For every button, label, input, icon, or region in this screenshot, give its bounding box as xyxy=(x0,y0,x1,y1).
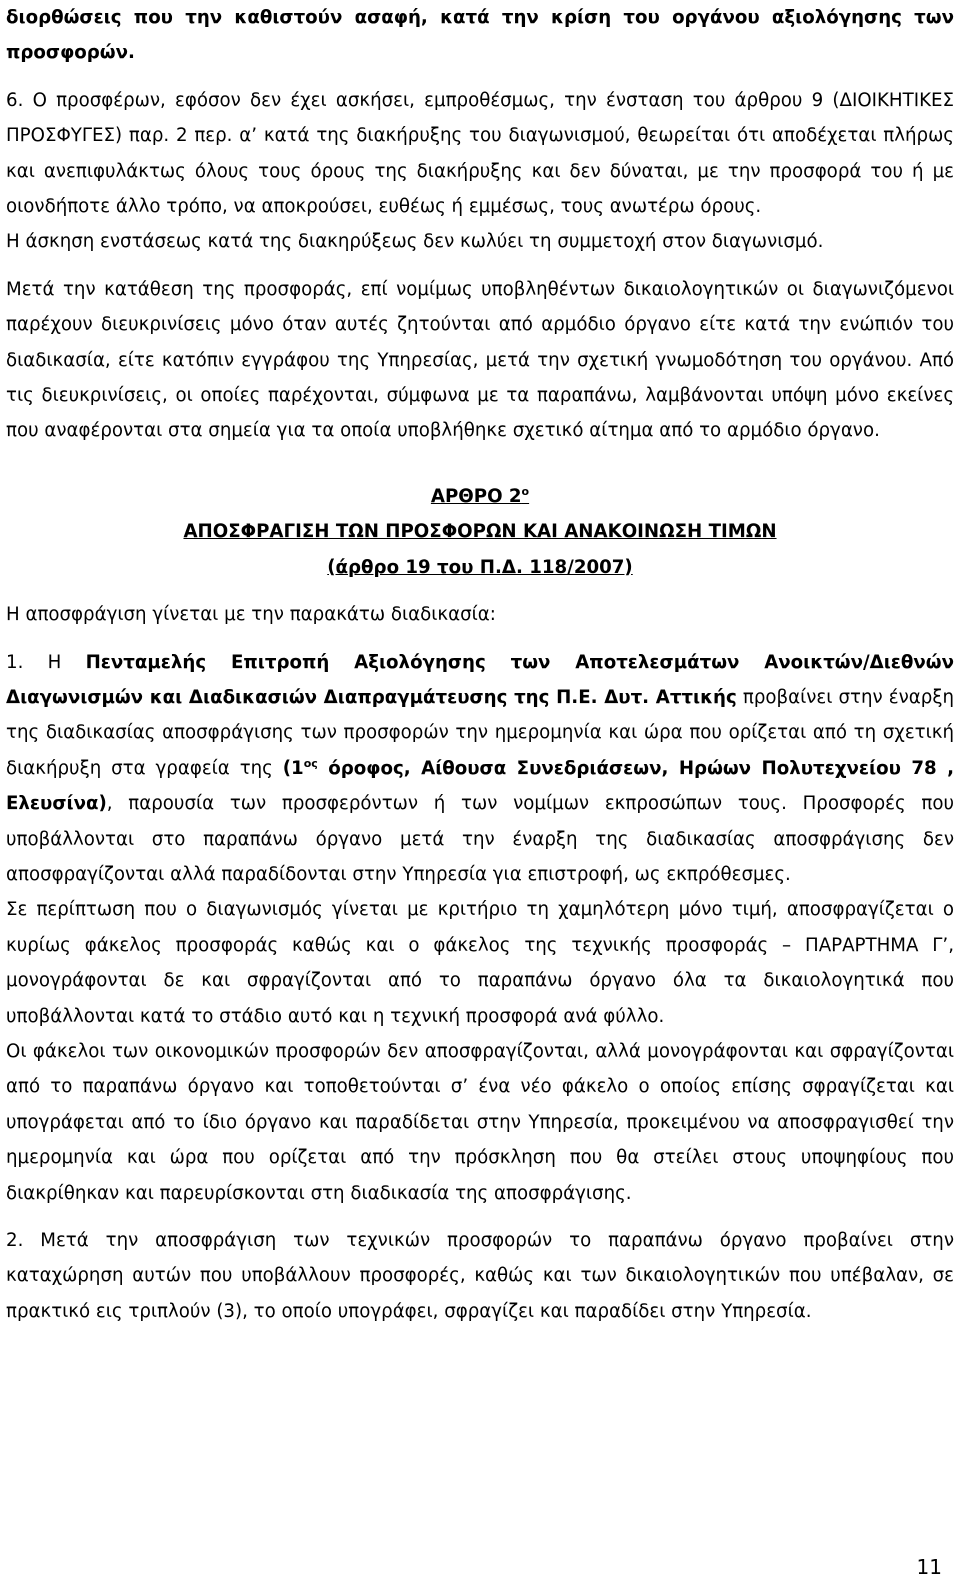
procedure-intro: Η αποσφράγιση γίνεται με την παρακάτω διαδικασία: xyxy=(6,604,496,626)
item-1-paragraph: 1. Η Πενταμελής Επιτροπή Αξιολόγησης των Αποτελεσμάτων Ανοικτών/Διεθνών Διαγωνισμών και Διαδικασιών Διαπραγμάτευσης της Π.Ε. Δυτ. Αττικής προβαίνει στην έναρξη της διαδικασίας αποσφράγισης των προσφορών την ημερομηνία και ώρα που ορίζεται από τη σχετική διακήρυξη στα γραφεία της ($1^{o\varsigma}$ όροφος, Αίθουσα Συνεδριάσεων, Ηρώων Πολυτεχνείου 78 , Ελευσίνα), παρουσία των προσφερόντων ή των νομίμων εκπροσώπων τους. Προσφορές που υποβάλλονται στο παραπάνω όργανο μετά την έναρξη της διαδικασίας αποσφράγισης δεν αποσφραγίζονται αλλά παραδίδονται στην Υπηρεσία για επιστροφή, ως εκπρόθεσμες. xyxy=(6,651,955,885)
intro-text: διορθώσεις που την καθιστούν ασαφή, κατά την κρίση του οργάνου αξιολόγησης των προσφορών. xyxy=(6,7,954,64)
item-2-paragraph: 2. Μετά την αποσφράγιση των τεχνικών προσφορών το παραπάνω όργανο προβαίνει στην καταχώρηση αυτών που υποβάλλουν προσφορές, καθώς και των δικαιολογητικών που υπέβαλαν, σε πρακτικό εις τριπλούν (3), το οποίο υπογράφει, σφραγίζει και παραδίδει στην Υπηρεσία. xyxy=(6,1230,954,1322)
document-body xyxy=(6,0,954,1329)
lowest-price-paragraph: Σε περίπτωση που ο διαγωνισμός γίνεται με κριτήριο τη χαμηλότερη μόνο τιμή, αποσφραγίζεται ο κυρίως φάκελος προσφοράς καθώς και ο φάκελος της τεχνικής προσφοράς – ΠΑΡΑΡΤΗΜΑ Γ’, μονογράφονται δε και σφραγίζονται από το παραπάνω όργανο όλα τα δικαιολογητικά που υποβάλλονται κατά το στάδιο αυτό και η τεχνική προσφορά ανά φύλλο. xyxy=(6,899,954,1027)
page-number: 11 xyxy=(916,1555,942,1579)
financial-offers-paragraph: Οι φάκελοι των οικονομικών προσφορών δεν αποσφραγίζονται, αλλά μονογράφονται και σφραγίζονται από το παραπάνω όργανο και τοποθετούνται σ’ ένα νέο φάκελο ο οποίος επίσης σφραγίζεται και υπογράφεται από το ίδιο όργανο και παραδίδεται στην Υπηρεσία, προκειμένου να αποσφραγισθεί την ημερομηνία και ώρα που ορίζεται από την πρόσκληση που θα στείλει στους υποψηφίους που διακρίθηκαν και παρευρίσκονται στη διαδικασία της αποσφράγισης. xyxy=(6,1040,954,1204)
article-subtitle: ΑΠΟΣΦΡΑΓΙΣΗ ΤΩΝ ΠΡΟΣΦΟΡΩΝ ΚΑΙ ΑΝΑΚΟΙΝΩΣΗ ΤΙΜΩΝ xyxy=(183,521,777,543)
paragraph-6: 6. Ο προσφέρων, εφόσον δεν έχει ασκήσει, εμπροθέσμως, την ένσταση του άρθρου 9 (ΔΙΟΙΚΗΤΙΚΕΣ ΠΡΟΣΦΥΓΕΣ) παρ. 2 περ. α’ κατά της διακήρυξης του διαγωνισμού, θεωρείται ότι αποδέχεται πλήρως και ανεπιφυλάκτως όλους τους όρους της διακήρυξης και δεν δύναται, με την προσφορά του ή με οιονδήποτε άλλο τρόπο, να αποκρούσει, ευθέως ή εμμέσως, τους ανωτέρω όρους. xyxy=(6,89,954,218)
article-title-superscript: ο xyxy=(521,484,530,498)
committee-name: Πενταμελής Επιτροπή Αξιολόγησης των Αποτελεσμάτων Ανοικτών/Διεθνών Διαγωνισμών και Διαδικασιών Διαπραγμάτευσης της Π.Ε. Δυτ. Αττικής xyxy=(6,651,955,708)
clarifications-paragraph: Μετά την κατάθεση της προσφοράς, επί νομίμως υποβληθέντων δικαιολογητικών οι διαγωνιζόμενοι παρέχουν διευκρινίσεις μόνο όταν αυτές ζητούνται από αρμόδιο όργανο είτε κατά την ενώπιόν του διαδικασία, είτε κατόπιν εγγράφου της Υπηρεσίας, μετά την σχετική γνωμοδότηση του οργάνου. Από τις διευκρινίσεις, οι οποίες παρέχονται, σύμφωνα με τα παραπάνω, λαμβάνονται υπόψη μόνο εκείνες που αναφέρονται στα σημεία για τα οποία υποβλήθηκε σχετικό αίτημα από το αρμόδιο όργανο. xyxy=(6,278,954,442)
article-title: ΑΡΘΡΟ $2^o$ xyxy=(430,484,530,507)
article-reference: (άρθρο 19 του Π.Δ. 118/2007) xyxy=(327,556,633,578)
location-text: ($1^{o\varsigma}$ όροφος, Αίθουσα Συνεδριάσεων, Ηρώων Πολυτεχνείου 78 , Ελευσίνα) xyxy=(6,756,954,815)
objection-text: Η άσκηση ενστάσεως κατά της διακηρύξεως δεν κωλύει τη συμμετοχή στον διαγωνισμό. xyxy=(6,231,824,253)
